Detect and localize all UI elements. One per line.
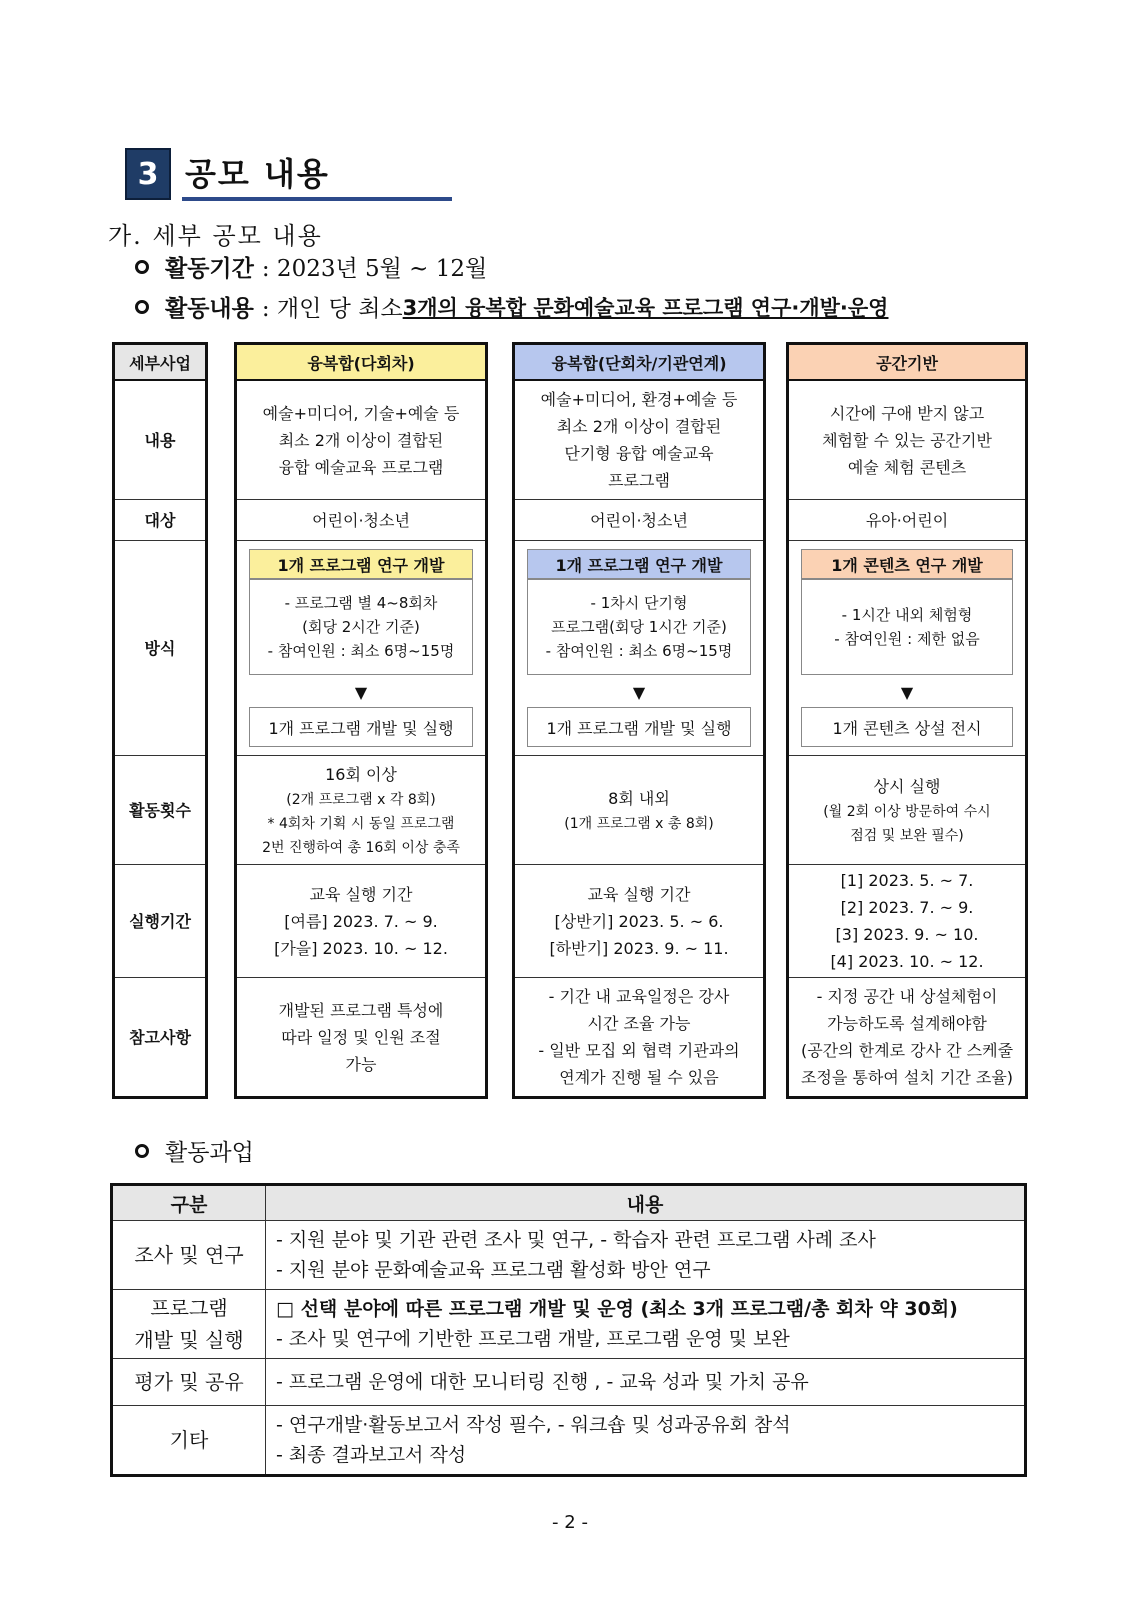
content-line: 예술+미디어, 기술+예술 등 [262, 403, 460, 423]
note_lines-line: - 지정 공간 내 상설체험이 [816, 987, 998, 1006]
note_lines-line: 가능 [345, 1054, 377, 1074]
period_lines-line: [2] 2023. 7. ~ 9. [840, 898, 974, 917]
period_lines-line: [상반기] 2023. 5. ~ 6. [554, 911, 724, 931]
note_lines-line: 조정을 통하여 설치 기간 조율) [800, 1068, 1014, 1087]
task-line: - 프로그램 운영에 대한 모니터링 진행 , - 교육 성과 및 가치 공유 [276, 1371, 809, 1393]
period_lines-line: [3] 2023. 9. ~ 10. [835, 925, 979, 944]
tasks-label: 활동과업 [165, 1140, 254, 1166]
target-text: 어린이·청소년 [312, 510, 410, 530]
task-category-line: 조사 및 연구 [134, 1243, 244, 1267]
method-result: 1개 프로그램 개발 및 실행 [249, 707, 473, 747]
down-arrow-icon: ▼ [632, 683, 646, 702]
task-category [112, 1221, 266, 1290]
circle-bullet-icon [135, 260, 149, 274]
target-cell [515, 500, 763, 540]
count-line: 상시 실행 [873, 776, 941, 796]
method_lines-line: - 참여인원 : 최소 6명~15명 [545, 642, 733, 660]
content-line: 최소 2개 이상이 결합된 [556, 417, 722, 436]
down-arrow-icon: ▼ [900, 683, 914, 702]
row-divider [515, 540, 763, 541]
period_lines-line: [1] 2023. 5. ~ 7. [840, 871, 974, 890]
task-line: □ 선택 분야에 따른 프로그램 개발 및 운영 (최소 3개 프로그램/총 회차 약 30회) [276, 1298, 958, 1320]
method-box [801, 579, 1013, 675]
count-line: 2번 진행하여 총 16회 이상 충족 [262, 839, 460, 856]
content-cell [237, 381, 485, 499]
count-cell [515, 756, 763, 864]
content-line: 융합 예술교육 프로그램 [278, 457, 444, 477]
task-content [266, 1406, 1026, 1476]
content-line: 프로그램 [608, 471, 670, 490]
program-column [512, 342, 766, 1099]
row-label-note: 참고사항 [129, 1027, 191, 1047]
note-cell [789, 978, 1025, 1096]
content-line: 예술+미디어, 환경+예술 등 [540, 390, 738, 409]
tasks-row [112, 1221, 1026, 1290]
period_lines-line: 교육 실행 기간 [309, 884, 413, 904]
tasks-header-row [112, 1185, 1026, 1221]
method_lines-line: - 참여인원 : 제한 없음 [834, 630, 980, 648]
program-column [234, 342, 488, 1099]
task-category-line: 평가 및 공유 [134, 1370, 244, 1394]
column-header: 융복합(단회차/기관연계) [515, 345, 763, 381]
task-category [112, 1406, 266, 1476]
note-cell [237, 978, 485, 1096]
method-result: 1개 프로그램 개발 및 실행 [527, 707, 751, 747]
section-number-box [125, 148, 171, 200]
task-category-line: 개발 및 실행 [134, 1328, 244, 1352]
count-line: 점검 및 보완 필수) [850, 827, 964, 844]
target-text: 어린이·청소년 [590, 510, 688, 530]
period_lines-line: [가을] 2023. 10. ~ 12. [274, 938, 448, 958]
tasks-heading [135, 1134, 254, 1167]
target-text: 유아·어린이 [865, 510, 949, 530]
period-cell [515, 865, 763, 977]
count-line: (월 2회 이상 방문하여 수시 [823, 803, 991, 820]
note_lines-line: (공간의 한계로 강사 간 스케줄 [800, 1041, 1014, 1060]
row-label-target: 대상 [144, 510, 176, 530]
count-line: (2개 프로그램 x 각 8회) [286, 791, 436, 808]
tasks-header-category: 구분 [112, 1185, 266, 1221]
method_lines-line: - 참여인원 : 최소 6명~15명 [267, 642, 455, 660]
program-column [786, 342, 1028, 1099]
section-underline [182, 197, 452, 201]
activity-line [135, 290, 888, 323]
note_lines-line: 따라 일정 및 인원 조절 [281, 1027, 441, 1047]
note_lines-line: 시간 조율 가능 [587, 1014, 691, 1033]
circle-bullet-icon [135, 300, 149, 314]
count-line: * 4회차 기획 시 동일 프로그램 [267, 815, 455, 832]
tasks-row [112, 1359, 1026, 1406]
row-label-column [112, 342, 208, 1099]
task-category-line: 기타 [169, 1428, 209, 1452]
row-label-content: 내용 [144, 430, 176, 450]
task-line: - 지원 분야 및 기관 관련 조사 및 연구, - 학습자 관련 프로그램 사례 조사 [276, 1229, 876, 1251]
task-category [112, 1290, 266, 1359]
method_lines-line: - 프로그램 별 4~8회차 [284, 594, 438, 612]
period-line [135, 250, 487, 283]
target-cell [789, 500, 1025, 540]
task-line: - 조사 및 연구에 기반한 프로그램 개발, 프로그램 운영 및 보완 [276, 1328, 790, 1350]
content-line: 최소 2개 이상이 결합된 [278, 430, 444, 450]
count-line: 8회 내외 [608, 788, 670, 808]
content-line: 예술 체험 콘텐츠 [847, 457, 967, 477]
down-arrow-icon: ▼ [354, 683, 368, 702]
task-content [266, 1221, 1026, 1290]
method_lines-line: (회당 2시간 기준) [302, 618, 420, 636]
method_lines-line: 프로그램(회당 1시간 기준) [551, 618, 727, 636]
tasks-table [110, 1183, 1027, 1477]
task-line: - 연구개발·활동보고서 작성 필수, - 워크숍 및 성과공유회 참석 [276, 1414, 791, 1436]
subheading: 가. 세부 공모 내용 [108, 222, 323, 250]
note-cell [515, 978, 763, 1096]
period-cell [789, 865, 1025, 977]
tasks-header-content: 내용 [266, 1185, 1026, 1221]
task-content [266, 1290, 1026, 1359]
task-category-line: 프로그램 [150, 1296, 228, 1320]
row-label-header: 세부사업 [115, 345, 205, 381]
method-head: 1개 프로그램 연구 개발 [527, 549, 751, 579]
content-line: 단기형 융합 예술교육 [564, 444, 714, 463]
content-cell [515, 381, 763, 499]
content-line: 시간에 구애 받지 않고 [829, 403, 985, 423]
period_lines-line: [하반기] 2023. 9. ~ 11. [549, 938, 729, 958]
column-header: 융복합(다회차) [237, 345, 485, 381]
content-line: 체험할 수 있는 공간기반 [822, 430, 992, 450]
row-divider [237, 540, 485, 541]
activity-label: 활동내용 [165, 295, 254, 322]
note_lines-line: 연계가 진행 될 수 있음 [559, 1068, 719, 1087]
method_lines-line: - 1차시 단기형 [590, 594, 688, 612]
tasks-row [112, 1290, 1026, 1359]
column-header: 공간기반 [789, 345, 1025, 381]
tasks-row [112, 1406, 1026, 1476]
activity-bold: 3개의 융복합 문화예술교육 프로그램 연구·개발·운영 [402, 295, 889, 320]
period_lines-line: 교육 실행 기간 [587, 884, 691, 904]
count-line: 16회 이상 [325, 764, 397, 784]
method-box [249, 579, 473, 675]
count-cell [237, 756, 485, 864]
note_lines-line: - 일반 모집 외 협력 기관과의 [538, 1041, 740, 1060]
note_lines-line: - 기간 내 교육일정은 강사 [548, 987, 730, 1006]
period_lines-line: [4] 2023. 10. ~ 12. [830, 952, 984, 971]
task-category [112, 1359, 266, 1406]
note_lines-line: 개발된 프로그램 특성에 [278, 1000, 444, 1020]
section-title: 공모 내용 [185, 155, 330, 193]
period-text: : 2023년 5월 ~ 12월 [261, 256, 488, 282]
row-label-method: 방식 [144, 638, 176, 658]
method-box [527, 579, 751, 675]
note_lines-line: 가능하도록 설계해야함 [827, 1014, 987, 1033]
row-divider [789, 540, 1025, 541]
period-cell [237, 865, 485, 977]
count-cell [789, 756, 1025, 864]
content-cell [789, 381, 1025, 499]
period_lines-line: [여름] 2023. 7. ~ 9. [284, 911, 438, 931]
task-line: - 지원 분야 문화예술교육 프로그램 활성화 방안 연구 [276, 1259, 711, 1281]
activity-prefix: : 개인 당 최소 [261, 296, 403, 322]
method-head: 1개 프로그램 연구 개발 [249, 549, 473, 579]
target-cell [237, 500, 485, 540]
count-line: (1개 프로그램 x 총 8회) [564, 815, 714, 832]
task-content [266, 1359, 1026, 1406]
method_lines-line: - 1시간 내외 체험형 [841, 606, 973, 624]
circle-bullet-icon [135, 1144, 149, 1158]
task-line: - 최종 결과보고서 작성 [276, 1444, 467, 1466]
row-label-period: 실행기간 [129, 911, 191, 931]
page-number: - 2 - [552, 1512, 588, 1533]
method-result: 1개 콘텐츠 상설 전시 [801, 707, 1013, 747]
row-label-count: 활동횟수 [129, 800, 191, 820]
period-label: 활동기간 [165, 255, 254, 282]
method-head: 1개 콘텐츠 연구 개발 [801, 549, 1013, 579]
section-number: 3 [137, 156, 159, 192]
